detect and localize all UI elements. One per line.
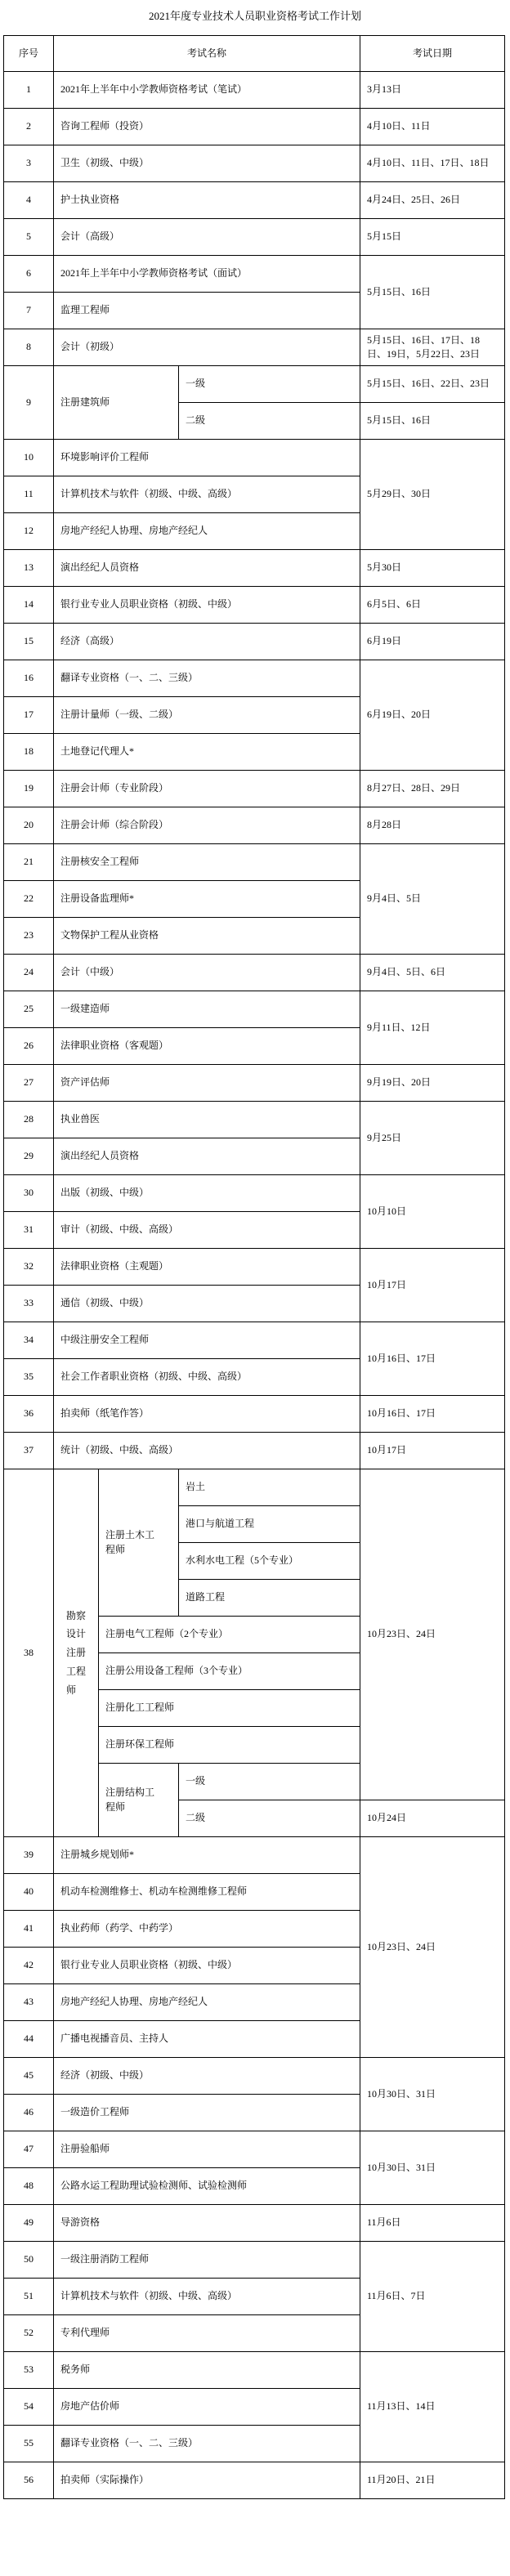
row-number: 29 xyxy=(4,1138,54,1175)
exam-date: 10月16日、17日 xyxy=(360,1396,505,1433)
row-number: 41 xyxy=(4,1911,54,1948)
exam-name: 银行业专业人员职业资格（初级、中级） xyxy=(54,587,360,624)
exam-name: 注册验船师 xyxy=(54,2131,360,2168)
exam-date: 5月15日 xyxy=(360,219,505,256)
row-number: 6 xyxy=(4,256,54,293)
exam-name: 一级注册消防工程师 xyxy=(54,2242,360,2279)
row-number: 30 xyxy=(4,1175,54,1212)
row-number: 13 xyxy=(4,550,54,587)
row-number: 16 xyxy=(4,660,54,697)
table-row xyxy=(4,1249,505,1286)
table-row xyxy=(4,771,505,807)
exam-date: 5月15日、16日、17日、18日、19日，5月22日、23日 xyxy=(360,329,505,366)
table-row xyxy=(4,844,505,881)
row-number: 17 xyxy=(4,697,54,734)
table-row xyxy=(4,219,505,256)
row-number: 43 xyxy=(4,1984,54,2021)
exam-name: 经济（高级） xyxy=(54,624,360,660)
exam-name: 拍卖师（纸笔作答） xyxy=(54,1396,360,1433)
exam-name: 计算机技术与软件（初级、中级、高级） xyxy=(54,2279,360,2315)
exam-date: 6月19日 xyxy=(360,624,505,660)
row-number: 35 xyxy=(4,1359,54,1396)
exam-date: 5月15日、16日 xyxy=(360,256,505,329)
row-number: 27 xyxy=(4,1065,54,1102)
exam-name: 资产评估师 xyxy=(54,1065,360,1102)
row-number: 51 xyxy=(4,2279,54,2315)
exam-name: 护士执业资格 xyxy=(54,182,360,219)
level-label: 二级 xyxy=(179,403,360,440)
row-number: 12 xyxy=(4,513,54,550)
row-number: 21 xyxy=(4,844,54,881)
row-number: 14 xyxy=(4,587,54,624)
exam-name: 一级造价工程师 xyxy=(54,2095,360,2131)
exam-name: 出版（初级、中级） xyxy=(54,1175,360,1212)
table-row xyxy=(4,2205,505,2242)
exam-date: 9月4日、5日、6日 xyxy=(360,955,505,991)
specialty-name: 岩土 xyxy=(179,1469,360,1506)
row-number: 20 xyxy=(4,807,54,844)
table-row xyxy=(4,587,505,624)
row-number: 23 xyxy=(4,918,54,955)
table-row xyxy=(4,1469,505,1506)
exam-name: 会计（中级） xyxy=(54,955,360,991)
table-row xyxy=(4,955,505,991)
exam-name: 环境影响评价工程师 xyxy=(54,440,360,476)
row-number: 45 xyxy=(4,2058,54,2095)
exam-name: 审计（初级、中级、高级） xyxy=(54,1212,360,1249)
row-number: 3 xyxy=(4,145,54,182)
exam-schedule-table xyxy=(3,35,505,2499)
table-row xyxy=(4,182,505,219)
exam-date: 10月30日、31日 xyxy=(360,2131,505,2205)
row-number: 39 xyxy=(4,1837,54,1874)
table-row xyxy=(4,1102,505,1138)
exam-name: 一级建造师 xyxy=(54,991,360,1028)
name-header-cell: 考试名称 xyxy=(54,36,360,72)
exam-name: 监理工程师 xyxy=(54,293,360,329)
exam-date: 9月25日 xyxy=(360,1102,505,1175)
exam-name: 2021年上半年中小学教师资格考试（面试） xyxy=(54,256,360,293)
table-row xyxy=(4,991,505,1028)
table-row xyxy=(4,145,505,182)
exam-name: 法律职业资格（主观题） xyxy=(54,1249,360,1286)
table-row xyxy=(4,440,505,476)
row-number: 8 xyxy=(4,329,54,366)
row-number: 4 xyxy=(4,182,54,219)
exam-name: 注册化工工程师 xyxy=(99,1690,360,1727)
row-number: 19 xyxy=(4,771,54,807)
table-row xyxy=(4,2058,505,2095)
exam-name: 专利代理师 xyxy=(54,2315,360,2352)
exam-name: 执业兽医 xyxy=(54,1102,360,1138)
subgroup-label xyxy=(99,1469,179,1617)
row-number: 46 xyxy=(4,2095,54,2131)
table-row xyxy=(4,1322,505,1359)
header-row xyxy=(4,36,505,72)
exam-date: 11月20日、21日 xyxy=(360,2462,505,2499)
exam-name: 注册电气工程师（2个专业） xyxy=(99,1617,360,1653)
group-label-text: 勘察设计注册工程师 xyxy=(66,1609,87,1696)
subgroup-label xyxy=(99,1764,179,1837)
exam-date: 8月27日、28日、29日 xyxy=(360,771,505,807)
level-label: 一级 xyxy=(179,366,360,403)
subgroup-label-text: 注册土木工程师 xyxy=(105,1529,155,1555)
exam-name: 演出经纪人员资格 xyxy=(54,550,360,587)
specialty-name: 港口与航道工程 xyxy=(179,1506,360,1543)
row-number: 50 xyxy=(4,2242,54,2279)
table-row xyxy=(4,1396,505,1433)
exam-name: 文物保护工程从业资格 xyxy=(54,918,360,955)
exam-name: 拍卖师（实际操作） xyxy=(54,2462,360,2499)
table-row xyxy=(4,624,505,660)
exam-name: 翻译专业资格（一、二、三级） xyxy=(54,660,360,697)
row-number: 28 xyxy=(4,1102,54,1138)
exam-name: 注册计量师（一级、二级） xyxy=(54,697,360,734)
row-number: 42 xyxy=(4,1948,54,1984)
table-row xyxy=(4,1175,505,1212)
exam-name: 计算机技术与软件（初级、中级、高级） xyxy=(54,476,360,513)
row-number: 47 xyxy=(4,2131,54,2168)
row-number: 53 xyxy=(4,2352,54,2389)
exam-name: 会计（初级） xyxy=(54,329,360,366)
exam-date: 9月11日、12日 xyxy=(360,991,505,1065)
exam-name: 公路水运工程助理试验检测师、试验检测师 xyxy=(54,2168,360,2205)
table-row xyxy=(4,660,505,697)
exam-name: 演出经纪人员资格 xyxy=(54,1138,360,1175)
exam-name: 卫生（初级、中级） xyxy=(54,145,360,182)
exam-date: 9月4日、5日 xyxy=(360,844,505,955)
table-row xyxy=(4,2462,505,2499)
exam-name: 房地产估价师 xyxy=(54,2389,360,2426)
specialty-name: 水利水电工程（5个专业） xyxy=(179,1543,360,1580)
exam-date: 10月30日、31日 xyxy=(360,2058,505,2131)
table-row xyxy=(4,1837,505,1874)
row-number: 10 xyxy=(4,440,54,476)
row-number: 18 xyxy=(4,734,54,771)
exam-name: 注册核安全工程师 xyxy=(54,844,360,881)
level-label: 一级 xyxy=(179,1764,360,1800)
exam-name: 社会工作者职业资格（初级、中级、高级） xyxy=(54,1359,360,1396)
exam-name: 注册公用设备工程师（3个专业） xyxy=(99,1653,360,1690)
row-number: 52 xyxy=(4,2315,54,2352)
table-row xyxy=(4,2352,505,2389)
exam-name: 会计（高级） xyxy=(54,219,360,256)
specialty-name: 道路工程 xyxy=(179,1580,360,1617)
serial-header-cell: 序号 xyxy=(4,36,54,72)
row-number: 2 xyxy=(4,109,54,145)
exam-date: 4月24日、25日、26日 xyxy=(360,182,505,219)
exam-name: 通信（初级、中级） xyxy=(54,1286,360,1322)
table-row xyxy=(4,550,505,587)
group-label xyxy=(54,1469,99,1837)
exam-name: 执业药师（药学、中药学） xyxy=(54,1911,360,1948)
exam-date: 11月6日 xyxy=(360,2205,505,2242)
level-label: 二级 xyxy=(179,1800,360,1837)
exam-date: 10月23日、24日 xyxy=(360,1837,505,2058)
exam-name: 房地产经纪人协理、房地产经纪人 xyxy=(54,513,360,550)
date-header-cell: 考试日期 xyxy=(360,36,505,72)
exam-date: 5月15日、16日、22日、23日 xyxy=(360,366,505,403)
row-number: 40 xyxy=(4,1874,54,1911)
exam-date: 6月19日、20日 xyxy=(360,660,505,771)
exam-name: 注册设备监理师* xyxy=(54,881,360,918)
exam-date: 6月5日、6日 xyxy=(360,587,505,624)
exam-date: 5月15日、16日 xyxy=(360,403,505,440)
exam-date: 10月17日 xyxy=(360,1249,505,1322)
exam-name: 2021年上半年中小学教师资格考试（笔试） xyxy=(54,72,360,109)
row-number: 7 xyxy=(4,293,54,329)
subgroup-label-text: 注册结构工程师 xyxy=(105,1787,155,1813)
exam-name: 税务师 xyxy=(54,2352,360,2389)
row-number: 26 xyxy=(4,1028,54,1065)
exam-name: 导游资格 xyxy=(54,2205,360,2242)
exam-date: 4月10日、11日、17日、18日 xyxy=(360,145,505,182)
row-number: 36 xyxy=(4,1396,54,1433)
table-row xyxy=(4,1433,505,1469)
row-number: 55 xyxy=(4,2426,54,2462)
row-number: 37 xyxy=(4,1433,54,1469)
exam-date: 10月16日、17日 xyxy=(360,1322,505,1396)
exam-date: 9月19日、20日 xyxy=(360,1065,505,1102)
row-number: 5 xyxy=(4,219,54,256)
table-row xyxy=(4,329,505,366)
exam-name: 注册环保工程师 xyxy=(99,1727,360,1764)
exam-name: 注册城乡规划师* xyxy=(54,1837,360,1874)
exam-name: 土地登记代理人* xyxy=(54,734,360,771)
exam-date: 11月13日、14日 xyxy=(360,2352,505,2462)
exam-name: 经济（初级、中级） xyxy=(54,2058,360,2095)
table-row xyxy=(4,366,505,403)
row-number: 22 xyxy=(4,881,54,918)
exam-name: 银行业专业人员职业资格（初级、中级） xyxy=(54,1948,360,1984)
exam-date: 10月17日 xyxy=(360,1433,505,1469)
exam-name: 房地产经纪人协理、房地产经纪人 xyxy=(54,1984,360,2021)
table-row xyxy=(4,807,505,844)
exam-name: 注册会计师（专业阶段） xyxy=(54,771,360,807)
exam-name: 法律职业资格（客观题） xyxy=(54,1028,360,1065)
row-number: 25 xyxy=(4,991,54,1028)
exam-date: 10月23日、24日 xyxy=(360,1469,505,1800)
row-number: 31 xyxy=(4,1212,54,1249)
exam-name: 中级注册安全工程师 xyxy=(54,1322,360,1359)
exam-date: 5月30日 xyxy=(360,550,505,587)
row-number: 38 xyxy=(4,1469,54,1837)
exam-date: 11月6日、7日 xyxy=(360,2242,505,2352)
row-number: 15 xyxy=(4,624,54,660)
row-number: 9 xyxy=(4,366,54,440)
row-number: 32 xyxy=(4,1249,54,1286)
table-row xyxy=(4,1065,505,1102)
exam-date: 4月10日、11日 xyxy=(360,109,505,145)
exam-date: 3月13日 xyxy=(360,72,505,109)
row-number: 34 xyxy=(4,1322,54,1359)
exam-date: 5月29日、30日 xyxy=(360,440,505,550)
row-number: 49 xyxy=(4,2205,54,2242)
exam-name: 咨询工程师（投资） xyxy=(54,109,360,145)
exam-name: 机动车检测维修士、机动车检测维修工程师 xyxy=(54,1874,360,1911)
exam-name: 翻译专业资格（一、二、三级） xyxy=(54,2426,360,2462)
row-number: 56 xyxy=(4,2462,54,2499)
exam-name: 统计（初级、中级、高级） xyxy=(54,1433,360,1469)
exam-name: 广播电视播音员、主持人 xyxy=(54,2021,360,2058)
table-row xyxy=(4,72,505,109)
exam-name: 注册建筑师 xyxy=(54,366,179,440)
table-row xyxy=(4,2242,505,2279)
row-number: 33 xyxy=(4,1286,54,1322)
row-number: 44 xyxy=(4,2021,54,2058)
row-number: 24 xyxy=(4,955,54,991)
exam-date: 8月28日 xyxy=(360,807,505,844)
table-row xyxy=(4,256,505,293)
exam-name: 注册会计师（综合阶段） xyxy=(54,807,360,844)
row-number: 48 xyxy=(4,2168,54,2205)
row-number: 11 xyxy=(4,476,54,513)
row-number: 54 xyxy=(4,2389,54,2426)
row-number: 1 xyxy=(4,72,54,109)
exam-date: 10月24日 xyxy=(360,1800,505,1837)
table-row xyxy=(4,109,505,145)
exam-date: 10月10日 xyxy=(360,1175,505,1249)
table-row xyxy=(4,2131,505,2168)
page-title: 2021年度专业技术人员职业资格考试工作计划 xyxy=(148,10,361,22)
